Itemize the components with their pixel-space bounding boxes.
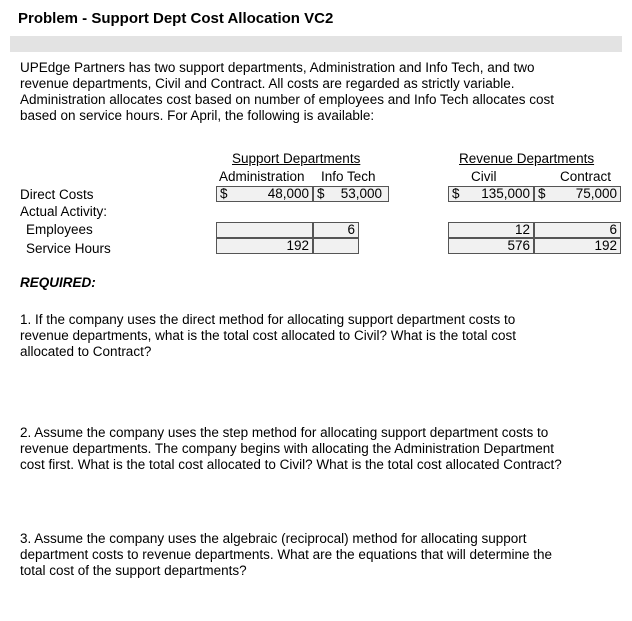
intro-line: based on service hours. For April, the following is available: — [20, 108, 375, 123]
col-contract: Contract — [560, 169, 612, 184]
dollar-sign: $ — [317, 186, 325, 201]
it-direct-cost-cell — [313, 186, 389, 202]
contract-direct-cost: 75,000 — [575, 186, 617, 201]
admin-service-hours: 192 — [286, 238, 309, 253]
question-2 — [20, 425, 620, 473]
question-line: 3. Assume the company uses the algebraic (reciprocal) method for allocating support — [20, 531, 527, 546]
col-civil: Civil — [471, 169, 497, 184]
contract-employees-cell — [534, 222, 621, 238]
intro-line: revenue departments, Civil and Contract. All costs are regarded as strictly variable. — [20, 76, 515, 91]
revenue-departments-header: Revenue Departments — [459, 151, 595, 166]
civil-service-hours: 576 — [507, 238, 530, 253]
civil-direct-cost-cell — [448, 186, 534, 202]
row-actual-activity: Actual Activity: — [20, 204, 108, 219]
it-direct-cost: 53,000 — [340, 186, 382, 201]
support-departments-header: Support Departments — [232, 151, 361, 166]
question-line: cost first. What is the total cost allocated to Civil? What is the total cost allocated Contract? — [20, 457, 562, 472]
col-info-tech: Info Tech — [321, 169, 376, 184]
intro-line: Administration allocates cost based on number of employees and Info Tech allocates cost — [20, 92, 555, 107]
question-line: allocated to Contract? — [20, 344, 152, 359]
civil-direct-cost: 135,000 — [481, 186, 530, 201]
question-line: 2. Assume the company uses the step method for allocating support department costs to — [20, 425, 549, 440]
row-service-hours: Service Hours — [26, 241, 111, 256]
question-line: revenue departments. The company begins with allocating the Administration Department — [20, 441, 555, 456]
question-1 — [20, 312, 620, 360]
civil-hours-cell — [448, 238, 534, 254]
dollar-sign: $ — [220, 186, 228, 201]
civil-employees-cell — [448, 222, 534, 238]
admin-employees-cell — [216, 222, 313, 238]
contract-service-hours: 192 — [594, 238, 617, 253]
admin-direct-cost-cell — [216, 186, 313, 202]
contract-direct-cost-cell — [534, 186, 621, 202]
civil-employees: 12 — [514, 222, 530, 237]
dollar-sign: $ — [452, 186, 460, 201]
header-band — [10, 36, 622, 52]
dollar-sign: $ — [538, 186, 546, 201]
it-employees: 6 — [347, 222, 355, 237]
row-direct-costs: Direct Costs — [20, 187, 94, 202]
question-3 — [20, 531, 620, 579]
intro-line: UPEdge Partners has two support departments, Administration and Info Tech, and two — [20, 60, 535, 75]
intro-paragraph — [20, 60, 620, 124]
contract-hours-cell — [534, 238, 621, 254]
question-line: revenue departments, what is the total cost allocated to Civil? What is the total cost — [20, 328, 516, 343]
admin-direct-cost: 48,000 — [267, 186, 309, 201]
col-administration: Administration — [219, 169, 305, 184]
question-line: total cost of the support departments? — [20, 563, 247, 578]
admin-hours-cell — [216, 238, 313, 254]
contract-employees: 6 — [609, 222, 617, 237]
problem-title: Problem - Support Dept Cost Allocation VC2 — [18, 10, 334, 27]
it-hours-cell — [313, 238, 359, 254]
required-heading: REQUIRED: — [20, 275, 96, 290]
it-employees-cell — [313, 222, 359, 238]
row-employees: Employees — [26, 222, 93, 237]
question-line: department costs to revenue departments. What are the equations that will determine the — [20, 547, 553, 562]
question-line: 1. If the company uses the direct method for allocating support department costs to — [20, 312, 516, 327]
